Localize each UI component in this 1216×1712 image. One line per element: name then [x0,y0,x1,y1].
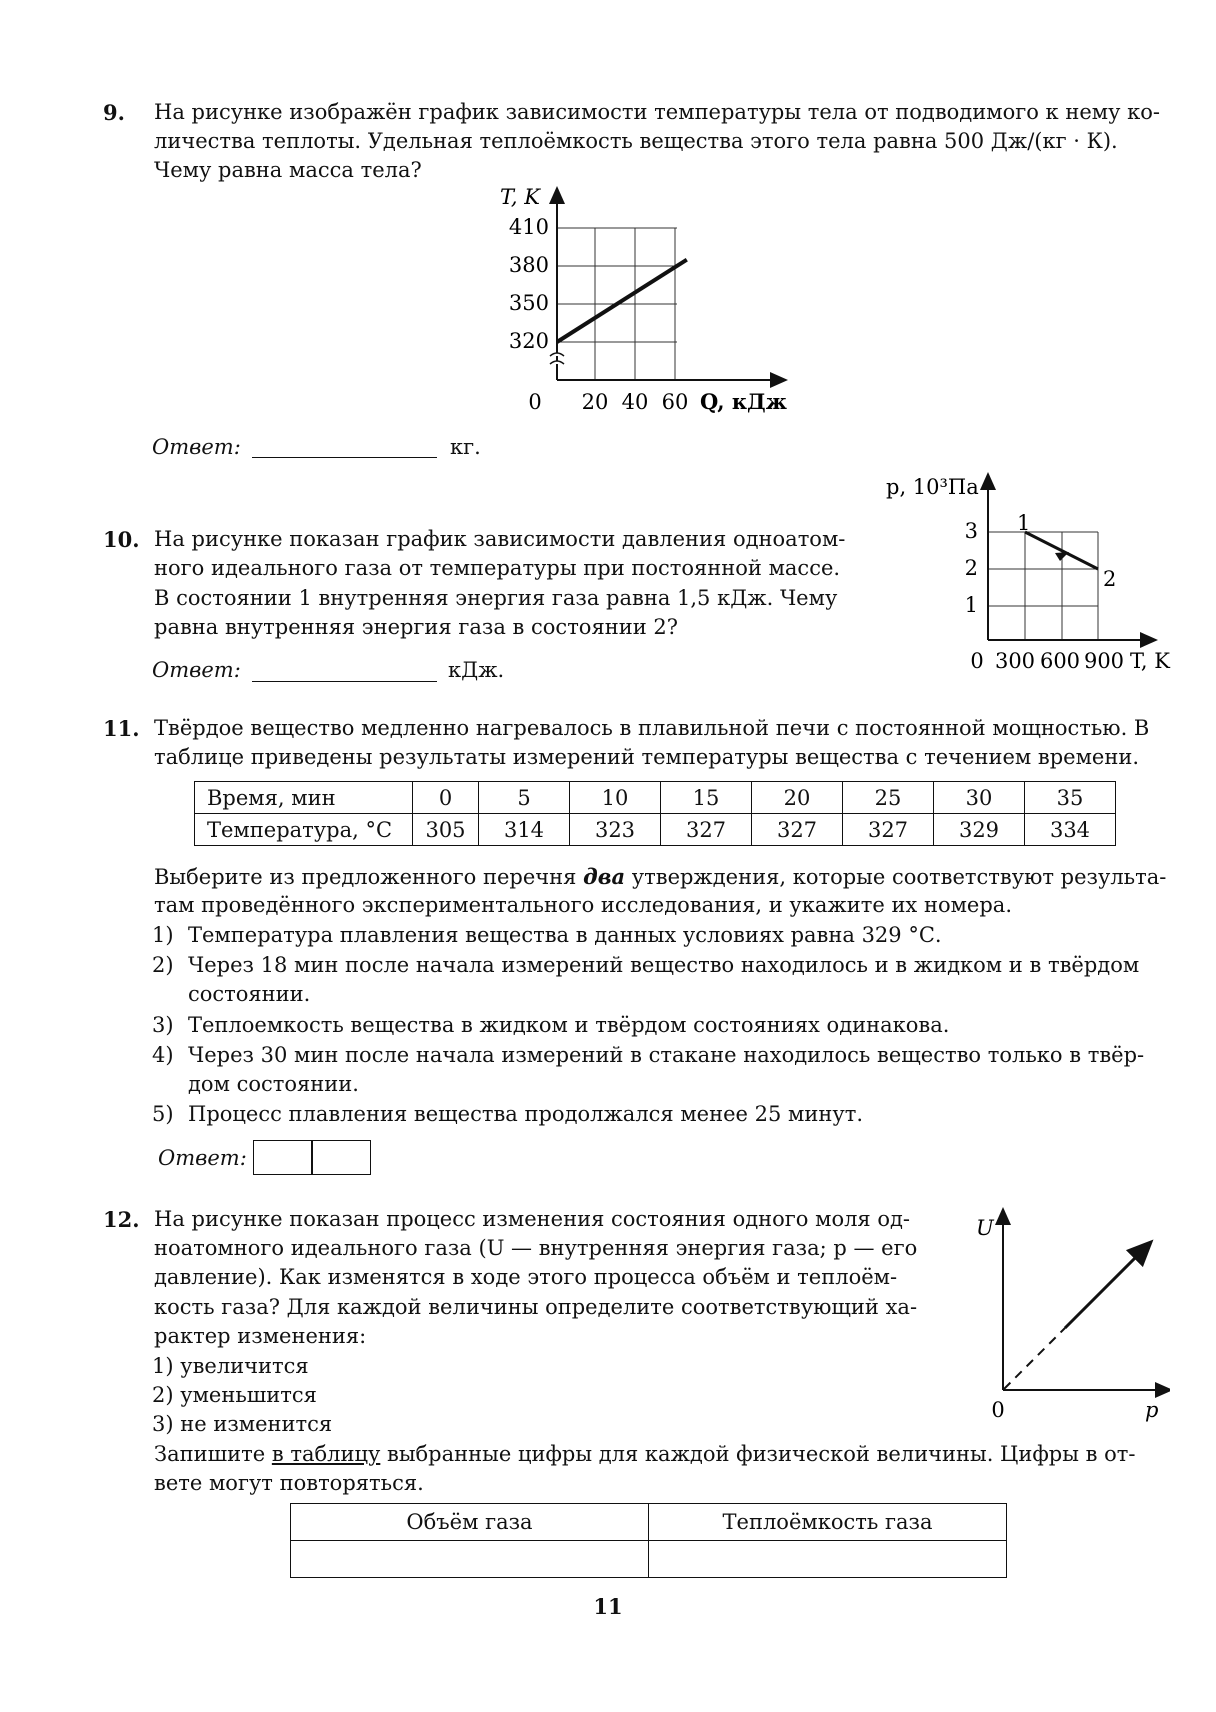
q10-chart [880,470,1190,680]
q10-x-tick-label: 0 [970,649,984,673]
table-cell: 35 [1025,782,1116,814]
q9-text-line: личества теплоты. Удельная теплоёмкость вещества этого тела равна 500 Дж/(кг · К). [154,129,1118,153]
q11-option-number: 1) [152,923,174,947]
q10-y-tick-label: 3 [964,519,978,543]
q9-y-axis-label: T, K [500,185,540,209]
q10-grid [988,532,1098,640]
q11-option-text: Теплоемкость вещества в жидком и твёрдом состояниях одинакова. [188,1013,950,1037]
q11-option-number: 4) [152,1043,174,1067]
table-header: Объём газа [291,1504,649,1541]
q12-text-line: На рисунке показан процесс изменения состояния одного моля од- [154,1207,911,1231]
q9-x-axis-label: Q, кДж [700,389,787,414]
q11-answer-cell-2[interactable] [312,1140,371,1175]
q10-number: 10. [103,527,140,552]
table-header: Теплоёмкость газа [649,1504,1007,1541]
table-cell: 10 [570,782,661,814]
table-cell: 5 [479,782,570,814]
q10-answer-label: Ответ: [152,658,241,682]
q9-y-tick-label: 410 [508,215,549,239]
q10-text-line: В состоянии 1 внутренняя энергия газа равна 1,5 кДж. Чему [154,586,838,610]
q9-y-tick-label: 320 [508,329,549,353]
q12-text-line: давление). Как изменятся в ходе этого процесса объём и теплоём- [154,1265,898,1289]
q10-y-axis-label: p, 10³Па [886,475,979,499]
q12-x-axis-label: p [1145,1398,1159,1422]
q12-instruction-line: вете могут повторяться. [154,1471,424,1495]
q12-number: 12. [103,1207,140,1232]
q11-option-text: Процесс плавления вещества продолжался менее 25 минут. [188,1102,864,1126]
page-number: 11 [593,1594,623,1619]
q9-number: 9. [103,100,125,125]
q9-x-tick-label: 40 [621,390,649,414]
q9-text-line: Чему равна масса тела? [154,158,422,182]
table-cell: 305 [413,814,479,846]
q12-option: 3) не изменится [152,1412,333,1436]
table-cell: Время, мин [195,782,413,814]
table-row [291,1504,1007,1541]
q12-origin-label: 0 [991,1398,1005,1422]
table-cell: Температура, °С [195,814,413,846]
q10-point-label: 1 [1017,511,1031,535]
q9-x-tick-label: 20 [581,390,609,414]
q12-text-line: рактер изменения: [154,1324,367,1348]
q11-text-line: таблице приведены результаты измерений температуры вещества с течением времени. [154,745,1140,769]
q11-option-text: состоянии. [188,982,311,1006]
q11-option-number: 5) [152,1102,174,1126]
q12-text-line: кость газа? Для каждой величины определите соответствующий ха- [154,1295,918,1319]
table-cell: 327 [752,814,843,846]
q9-data-line [557,260,687,342]
q10-y-tick-label: 1 [964,593,978,617]
q11-answer-label: Ответ: [158,1146,247,1170]
q11-option-number: 2) [152,953,174,977]
table-cell: 20 [752,782,843,814]
q10-x-tick-label: 300 [994,649,1036,673]
q10-text-line: равна внутренняя энергия газа в состоянии 2? [154,615,678,639]
q10-answer-blank[interactable] [252,681,437,682]
q11-number: 11. [103,716,140,741]
q12-dashed-extension [1004,1328,1065,1389]
table-cell: 314 [479,814,570,846]
q9-x-tick-label: 0 [528,390,542,414]
q10-text-line: На рисунке показан график зависимости давления одноатом- [154,527,846,551]
q9-chart [490,180,800,420]
q9-answer-blank[interactable] [252,457,437,458]
q12-answer-table [290,1503,1007,1578]
q12-y-axis-label: U [976,1216,994,1240]
table-cell: 334 [1025,814,1116,846]
table-cell: 327 [661,814,752,846]
q10-answer-unit: кДж. [448,658,505,682]
q10-y-tick-label: 2 [964,556,978,580]
q9-x-tick-label: 60 [661,390,689,414]
q11-option-text: Через 30 мин после начала измерений в стакане находилось вещество только в твёр- [188,1043,1145,1067]
table-cell: 25 [843,782,934,814]
q10-x-axis-label: T, K [1130,649,1170,673]
table-cell: 30 [934,782,1025,814]
q11-answer-cell-1[interactable] [253,1140,312,1175]
q11-option-text: Через 18 мин после начала измерений вещество находилось и в жидком и в твёрдом [188,953,1140,977]
q10-point-label: 2 [1103,567,1117,591]
q12-text-line: ноатомного идеального газа (U — внутренняя энергия газа; p — его [154,1236,918,1260]
q11-option-text: дом состоянии. [188,1072,359,1096]
q11-instruction-line: Выберите из предложенного перечня два утверждения, которые соответствуют результа- [154,864,1167,889]
table-cell: 15 [661,782,752,814]
q10-text-line: ного идеального газа от температуры при постоянной массе. [154,556,841,580]
q10-x-tick-label: 600 [1039,649,1081,673]
q9-y-tick-label: 350 [508,291,549,315]
table-row [195,814,1116,846]
table-row [195,782,1116,814]
answer-cell[interactable] [291,1541,649,1578]
table-cell: 0 [413,782,479,814]
q10-x-tick-label: 900 [1083,649,1125,673]
table-cell: 323 [570,814,661,846]
q12-process-line [1065,1248,1145,1328]
q12-chart [970,1200,1170,1430]
q11-text-line: Твёрдое вещество медленно нагревалось в плавильной печи с постоянной мощностью. В [154,716,1150,740]
q11-instruction-line: там проведённого экспериментального исследования, и укажите их номера. [154,893,1012,917]
q11-option-number: 3) [152,1013,174,1037]
q9-answer-unit: кг. [450,435,481,459]
q11-data-table [194,781,1116,846]
q9-text-line: На рисунке изображён график зависимости температуры тела от подводимого к нему ко- [154,100,1160,124]
q9-y-tick-label: 380 [508,253,549,277]
table-cell: 327 [843,814,934,846]
table-cell: 329 [934,814,1025,846]
answer-cell[interactable] [649,1541,1007,1578]
q11-option-text: Температура плавления вещества в данных условиях равна 329 °С. [188,923,942,947]
table-row [291,1541,1007,1578]
q12-option: 2) уменьшится [152,1383,317,1407]
q12-option: 1) увеличится [152,1354,309,1378]
q12-instruction-line: Запишите в таблицу выбранные цифры для каждой физической величины. Цифры в от- [154,1442,1136,1466]
q9-answer-label: Ответ: [152,435,241,459]
